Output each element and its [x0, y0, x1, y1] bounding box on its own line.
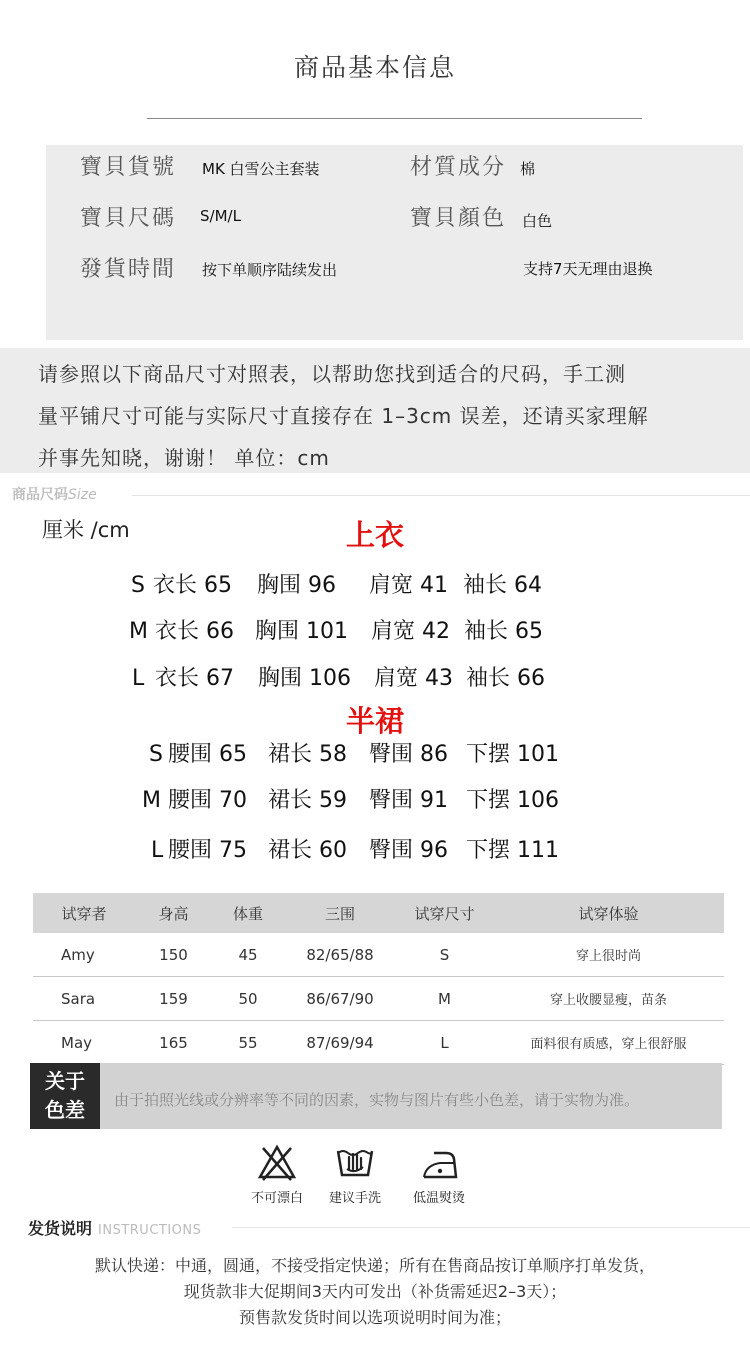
col-header: 试穿体验	[493, 893, 724, 933]
title-divider	[147, 118, 642, 119]
item-no-value: MK 白雪公主套装	[202, 160, 320, 178]
tag-line-2: 色差	[45, 1098, 85, 1122]
skirt-row-l	[151, 833, 559, 864]
skirt-section-title: 半裙	[345, 704, 404, 738]
table-cell: 穿上收腰显瘦，苗条	[493, 977, 724, 1021]
table-cell: 45	[212, 933, 284, 977]
size-code: M	[129, 619, 148, 644]
size-divider	[132, 495, 750, 496]
top-shoulder: 肩宽 41	[369, 573, 448, 598]
top-chest: 胸围 101	[255, 619, 348, 644]
table-row	[33, 933, 724, 977]
skirt-length: 裙长 60	[268, 838, 347, 863]
color-label: 寶貝顏色	[410, 206, 507, 231]
top-sleeve: 袖长 66	[466, 666, 545, 691]
skirt-waist: 腰围 70	[168, 788, 247, 813]
skirt-hem: 下摆 101	[466, 742, 559, 767]
top-chest: 胸围 96	[257, 573, 336, 598]
table-cell: Amy	[33, 933, 135, 977]
top-length: 衣长 67	[155, 666, 234, 691]
top-sleeve: 袖长 64	[463, 573, 542, 598]
shipping-heading-cn: 发货说明	[28, 1219, 93, 1238]
table-header-row	[33, 893, 724, 933]
table-cell: 面料很有质感，穿上很舒服	[493, 1021, 724, 1065]
material-value: 棉	[520, 160, 536, 178]
table-cell: May	[33, 1021, 135, 1065]
notice-line-2: 量平铺尺寸可能与实际尺寸直接存在 1–3cm 误差，还请买家理解	[38, 404, 649, 428]
shipping-divider	[232, 1227, 750, 1228]
shipping-line-1: 默认快递：中通，圆通，不接受指定快递；所有在售商品按订单顺序打单发货，	[94, 1256, 655, 1275]
col-header: 试穿者	[33, 893, 135, 933]
col-header: 三围	[284, 893, 396, 933]
color-value: 白色	[522, 212, 553, 230]
col-header: 试穿尺寸	[396, 893, 493, 933]
shipping-heading-en: INSTRUCTIONS	[98, 1223, 202, 1238]
unit-label: 厘米 /cm	[42, 518, 130, 542]
table-cell: S	[396, 933, 493, 977]
skirt-length: 裙长 59	[268, 788, 347, 813]
ship-time-value: 按下单顺序陆续发出	[202, 261, 338, 279]
try-on-table	[33, 893, 724, 1065]
size-heading-en: Size	[68, 487, 97, 503]
skirt-hip: 臀围 96	[369, 838, 448, 863]
item-no-label: 寶貝貨號	[80, 155, 177, 180]
notice-line-1: 请参照以下商品尺寸对照表，以帮助您找到适合的尺码，手工测	[38, 362, 626, 386]
top-shoulder: 肩宽 42	[371, 619, 450, 644]
skirt-hip: 臀围 86	[369, 742, 448, 767]
size-heading-cn: 商品尺码	[12, 487, 68, 503]
table-cell: M	[396, 977, 493, 1021]
size-code: S	[131, 573, 145, 598]
low-iron-icon	[420, 1145, 460, 1189]
size-value: S/M/L	[200, 207, 241, 225]
table-cell: 82/65/88	[284, 933, 396, 977]
no-bleach-icon	[257, 1143, 297, 1187]
material-label: 材質成分	[410, 155, 507, 180]
care-label-low-iron: 低温熨烫	[412, 1191, 465, 1206]
skirt-row-m	[142, 783, 559, 814]
size-section-heading	[12, 484, 97, 504]
shipping-line-3: 预售款发货时间以选项说明时间为准；	[238, 1308, 511, 1327]
top-row-s	[131, 568, 542, 599]
size-code: L	[151, 838, 164, 863]
col-header: 体重	[212, 893, 284, 933]
skirt-waist: 腰围 75	[168, 838, 247, 863]
table-cell: 50	[212, 977, 284, 1021]
notice-line-3: 并事先知晓，谢谢！ 单位：cm	[38, 446, 330, 470]
table-cell: 86/67/90	[284, 977, 396, 1021]
skirt-hip: 臀围 91	[369, 788, 448, 813]
tag-line-1: 关于	[45, 1069, 85, 1093]
size-label: 寶貝尺碼	[80, 206, 177, 231]
shipping-heading	[28, 1216, 201, 1239]
top-length: 衣长 65	[153, 573, 232, 598]
size-code: S	[149, 742, 163, 767]
color-difference-text: 由于拍照光线或分辨率等不同的因素，实物与图片有些小色差，请于实物为准。	[114, 1091, 640, 1109]
top-chest: 胸围 106	[258, 666, 351, 691]
table-cell: 165	[135, 1021, 212, 1065]
skirt-hem: 下摆 111	[466, 838, 559, 863]
ship-time-label: 發貨時間	[80, 257, 177, 282]
page-title: 商品基本信息	[293, 53, 456, 82]
color-difference-tag	[30, 1063, 100, 1129]
skirt-row-s	[149, 737, 559, 768]
table-cell: 穿上很时尚	[493, 933, 724, 977]
top-row-l	[132, 661, 545, 692]
table-cell: L	[396, 1021, 493, 1065]
top-sleeve: 袖长 65	[464, 619, 543, 644]
top-row-m	[129, 614, 543, 645]
size-code: L	[132, 666, 145, 691]
size-code: M	[142, 788, 161, 813]
hand-wash-icon	[335, 1141, 375, 1185]
care-label-hand-wash: 建议手洗	[328, 1191, 381, 1206]
table-cell: Sara	[33, 977, 135, 1021]
table-cell: 55	[212, 1021, 284, 1065]
return-policy: 支持7天无理由退换	[523, 260, 653, 278]
skirt-length: 裙长 58	[268, 742, 347, 767]
skirt-waist: 腰围 65	[168, 742, 247, 767]
table-cell: 150	[135, 933, 212, 977]
top-shoulder: 肩宽 43	[374, 666, 453, 691]
table-cell: 87/69/94	[284, 1021, 396, 1065]
shipping-line-2: 现货款非大促期间3天内可发出（补货需延迟2–3天）；	[183, 1282, 567, 1301]
care-label-no-bleach: 不可漂白	[250, 1191, 303, 1206]
skirt-hem: 下摆 106	[466, 788, 559, 813]
table-cell: 159	[135, 977, 212, 1021]
table-row	[33, 977, 724, 1021]
top-length: 衣长 66	[155, 619, 234, 644]
top-section-title: 上衣	[345, 518, 404, 552]
col-header: 身高	[135, 893, 212, 933]
table-row	[33, 1021, 724, 1065]
